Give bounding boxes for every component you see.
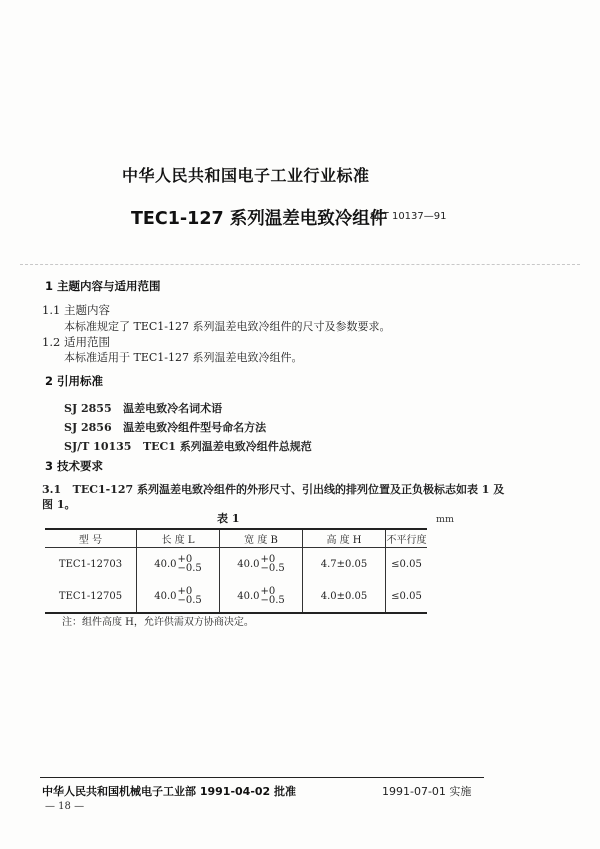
section-3-heading: 3 技术要求 (45, 459, 104, 473)
table-header-row (45, 529, 427, 548)
reference-title: 温差电致冷名词术语 (123, 402, 223, 415)
section-1-2-text: 本标准适用于 TEC1-127 系列温差电致冷组件。 (64, 351, 303, 364)
table-row (45, 580, 427, 613)
section-1-heading: 1 主题内容与适用范围 (45, 279, 161, 293)
reference-code: SJ 2855 (64, 402, 112, 415)
cell-width: 40.0 +0 −0.5 (220, 548, 303, 581)
table-row (45, 548, 427, 581)
cell-height: 4.7±0.05 (303, 548, 386, 581)
cell-model: TEC1-12703 (58, 558, 123, 570)
scan-artifact-line (20, 264, 580, 265)
cell-width: 40.0 +0 −0.5 (220, 580, 303, 613)
column-header-model: 型 号 (45, 529, 137, 548)
reference-code: SJ/T 10135 (64, 440, 132, 453)
effective-date: 1991-07-01 实施 (382, 785, 472, 798)
cell-parallelism: ≤0.05 (386, 548, 428, 581)
section-3-1-text (42, 481, 504, 497)
reference-item (64, 438, 312, 454)
column-header-parallelism: 不平行度 (386, 529, 428, 548)
reference-item (64, 419, 266, 435)
section-1-2-heading: 1.2 适用范围 (42, 335, 110, 349)
cell-length: 40.0 +0 −0.5 (137, 580, 220, 613)
cell-length: 40.0 +0 −0.5 (137, 548, 220, 581)
table-note: 注：组件高度 H，允许供需双方协商决定。 (62, 617, 254, 628)
page-number: — 18 — (45, 801, 85, 812)
reference-title: TEC1 系列温差电致冷组件总规范 (142, 440, 312, 453)
section-1-1-heading: 1.1 主题内容 (42, 303, 110, 317)
issuing-organization: 中华人民共和国电子工业行业标准 (122, 166, 370, 185)
cell-parallelism: ≤0.05 (386, 580, 428, 613)
column-header-height: 高 度 H (303, 529, 386, 548)
document-title: TEC1-127 系列温差电致冷组件 (131, 209, 388, 229)
reference-code: SJ 2856 (64, 421, 112, 434)
footer-rule (40, 777, 484, 778)
column-header-width: 宽 度 B (220, 529, 303, 548)
dimensions-table (45, 528, 427, 614)
reference-title: 温差电致冷组件型号命名方法 (123, 421, 267, 434)
approval-line: 中华人民共和国机械电子工业部 1991-04-02 批准 (42, 785, 297, 798)
table-caption: 表 1 (217, 512, 240, 525)
section-1-1-text: 本标准规定了 TEC1-127 系列温差电致冷组件的尺寸及参数要求。 (64, 320, 391, 333)
section-3-1-line2: 图 1。 (42, 498, 76, 511)
section-3-1-number: 3.1 (42, 483, 62, 496)
section-3-1-line1: TEC1-127 系列温差电致冷组件的外形尺寸、引出线的排列位置及正负极标志如表 1 及 (72, 483, 505, 496)
section-2-heading: 2 引用标准 (45, 374, 104, 388)
standard-number: SJ/T 10137—91 (370, 211, 447, 222)
column-header-length: 长 度 L (137, 529, 220, 548)
reference-item (64, 400, 222, 416)
cell-height: 4.0±0.05 (303, 580, 386, 613)
table-unit: mm (436, 514, 455, 525)
cell-model: TEC1-12705 (58, 590, 123, 602)
